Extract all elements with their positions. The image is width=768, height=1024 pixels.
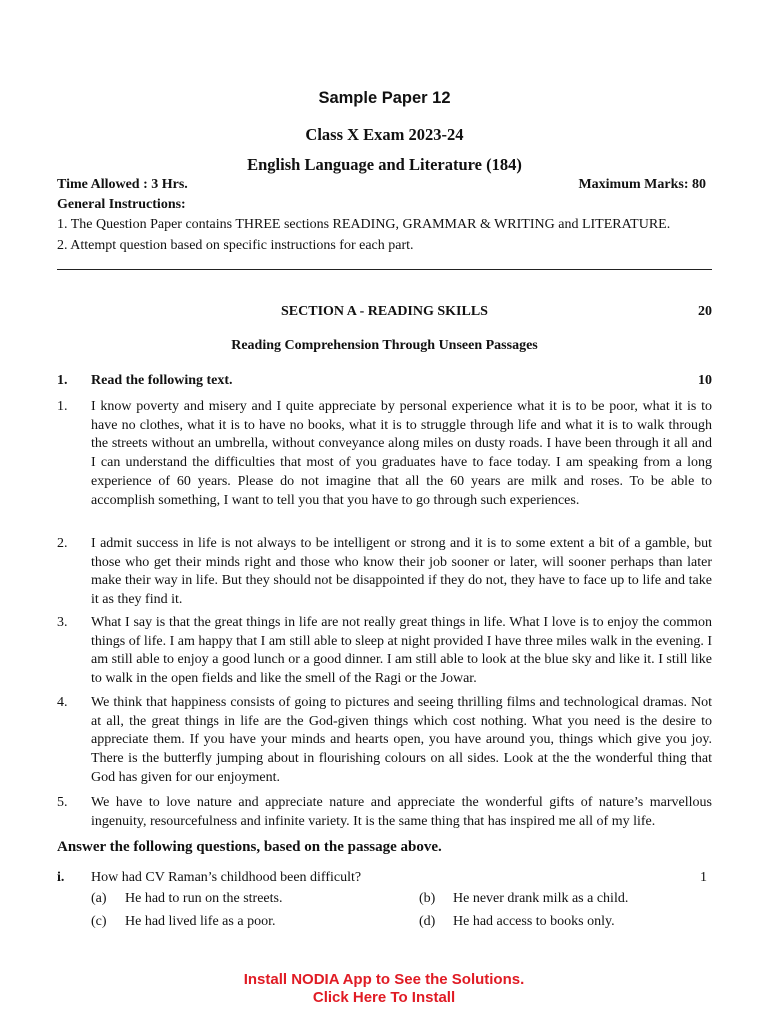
paragraph-text: I admit success in life is not always to be intelligent or strong and it is to some extent a bit of a gamble, but those who get their minds right and those who know their job sooner or later, will sooner perhaps than later make their way in life. But they should not be disappointed if they do not, they have to face up to life and take it as they find it. (91, 536, 712, 608)
passage-paragraph (57, 398, 712, 510)
instruction-1: 1. The Question Paper contains THREE sections READING, GRAMMAR & WRITING and LITERATURE. (57, 217, 671, 232)
install-notice: Install NODIA App to See the Solutions. (243, 971, 525, 988)
paragraph-number: 4. (57, 695, 68, 710)
paragraph-number: 5. (57, 795, 68, 810)
option-text: He never drank milk as a child. (453, 891, 629, 906)
paragraph-number: 1. (57, 399, 68, 414)
mcq-number: i. (57, 870, 65, 885)
option-label: (d) (419, 914, 436, 929)
maximum-marks: Maximum Marks: 80 (578, 177, 706, 192)
mcq-option-b (419, 891, 628, 907)
option-text: He had access to books only. (453, 914, 615, 929)
option-label: (b) (419, 891, 436, 906)
divider-rule (57, 269, 712, 270)
section-marks: 20 (698, 304, 712, 319)
paragraph-text: We think that happiness consists of going to pictures and seeing thrilling films and technological dramas. Not at all, the great things in life are the God-given things which cost nothing. What you need is the desire to appreciate them. If you have your minds and hearts open, you have around you, things which give you joy. There is the butterfly jumping about in flourishing colours on all sides. Look at the the wonderful thing that God has given for our enjoyment. (91, 695, 712, 785)
question-marks: 10 (698, 373, 712, 388)
paragraph-text: We have to love nature and appreciate nature and appreciate the wonderful gifts of nature’s marvellous ingenuity, resourcefulness and infinite variety. It is the same thing that has inspired me all of my life. (91, 795, 712, 829)
option-text: He had lived life as a poor. (125, 914, 276, 929)
passage-paragraph (57, 694, 712, 788)
mcq-option-c (91, 914, 275, 930)
mcq-question-text: How had CV Raman’s childhood been difficult? (91, 870, 362, 885)
answer-heading: Answer the following questions, based on the passage above. (57, 839, 442, 855)
instruction-2: 2. Attempt question based on specific instructions for each part. (57, 238, 414, 253)
section-subheading: Reading Comprehension Through Unseen Passages (231, 338, 538, 353)
mcq-marks: 1 (700, 870, 707, 885)
option-label: (c) (91, 914, 107, 929)
subject-line: English Language and Literature (184) (247, 155, 522, 174)
general-instructions-heading: General Instructions: (57, 197, 186, 212)
time-allowed: Time Allowed : 3 Hrs. (57, 177, 188, 192)
paragraph-number: 3. (57, 615, 68, 630)
install-link[interactable]: Click Here To Install (312, 989, 456, 1006)
mcq-option-d (419, 914, 615, 930)
question-prompt: Read the following text. (91, 373, 233, 388)
paragraph-number: 2. (57, 536, 68, 551)
section-title: SECTION A - READING SKILLS (281, 304, 488, 319)
install-app-banner (0, 971, 768, 1007)
passage-paragraph (57, 614, 712, 689)
class-line: Class X Exam 2023-24 (305, 125, 464, 144)
exam-meta-row (57, 177, 706, 193)
passage-paragraph (57, 535, 712, 610)
paragraph-text: I know poverty and misery and I quite appreciate by personal experience what it is to be poor, what it is to have no clothes, what it is to have no books, what it is to struggle through life and what it is to walk through the streets without an umbrella, without conveyance along miles on dusty roads. I have been through it all and I can understand the difficulties that most of you graduates have to face today. I am speaking from a long experience of 60 years. Please do not imagine that all the 60 years are milk and roses. To be able to accomplish something, I want to tell you that you have to go through such experiences. (91, 399, 712, 508)
option-label: (a) (91, 891, 107, 906)
question-number: 1. (57, 373, 68, 388)
paragraph-text: What I say is that the great things in life are not really great things in life. What I love is to enjoy the common things of life. I am happy that I am still able to sleep at night provided I have three miles walk in the evening. I am still able to enjoy a good lunch or a good dinner. I am still able to look at the blue sky and like it. I still like to walk in the open fields and like the smell of the Ragi or the Jowar. (91, 615, 712, 687)
mcq-option-a (91, 891, 282, 907)
passage-paragraph (57, 794, 712, 831)
paper-title: Sample Paper 12 (318, 89, 451, 107)
option-text: He had to run on the streets. (125, 891, 283, 906)
